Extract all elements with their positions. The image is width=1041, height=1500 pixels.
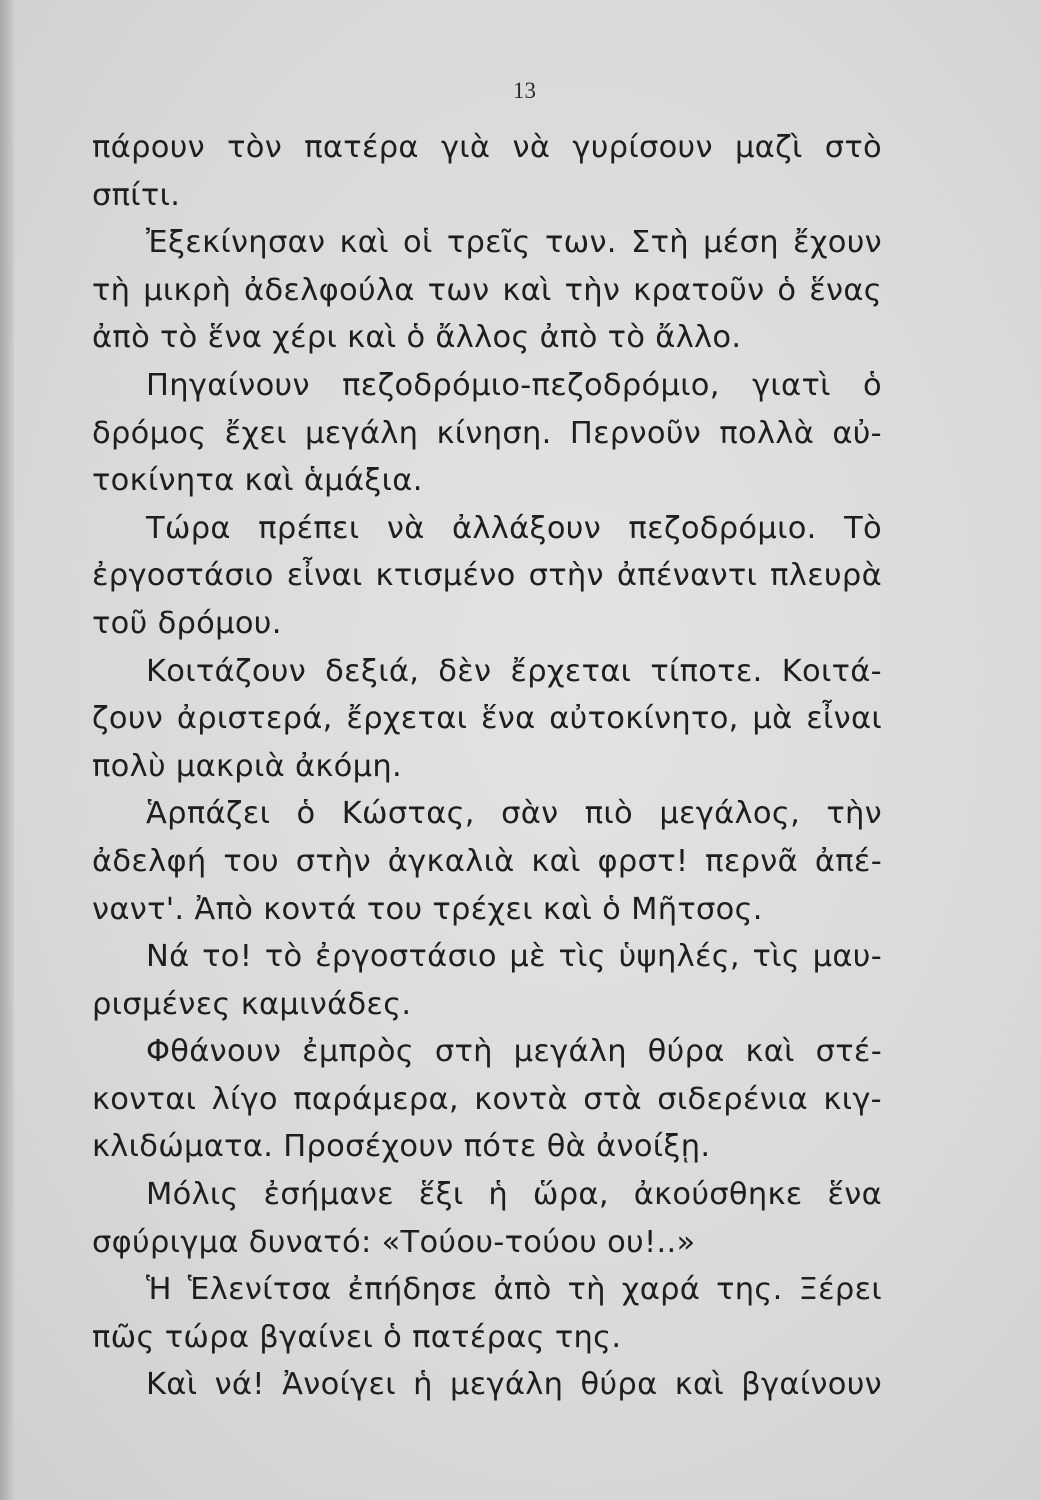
text-line: πῶς τώρα βγαίνει ὁ πατέρας της. <box>92 1319 622 1355</box>
text-line: ἀπὸ τὸ ἕνα χέρι καὶ ὁ ἄλλος ἀπὸ τὸ ἄλλο. <box>92 320 742 356</box>
page-binding-edge <box>0 0 14 1500</box>
text-line: Ἡ Ἑλενίτσα ἐπήδησε ἀπὸ τὴ χαρά της. Ξέρει <box>146 1272 882 1308</box>
text-line: τοῦ δρόμου. <box>92 605 282 641</box>
text-line: ρισμένες καμινάδες. <box>92 986 412 1022</box>
text-line: Ἁρπάζει ὁ Κώστας, σὰν πιὸ μεγάλος, τὴν <box>146 796 882 832</box>
text-line: ζουν ἀριστερά, ἔρχεται ἕνα αὐτοκίνητο, μὰ εἶναι <box>92 701 882 737</box>
text-line: πολὺ μακριὰ ἀκόμη. <box>92 748 402 784</box>
text-line: κλιδώματα. Προσέχουν πότε θὰ ἀνοίξῃ. <box>92 1129 711 1165</box>
text-line: σπίτι. <box>92 177 181 213</box>
page-number: 13 <box>513 78 536 103</box>
text-line: Μόλις ἐσήμανε ἕξι ἡ ὥρα, ἀκούσθηκε ἕνα <box>146 1177 882 1213</box>
text-line: Φθάνουν ἐμπρὸς στὴ μεγάλη θύρα καὶ στέ- <box>146 1034 882 1070</box>
text-line: δρόμος ἔχει μεγάλη κίνηση. Περνοῦν πολλὰ αὐ- <box>92 415 882 451</box>
text-line: ναντ'. Ἀπὸ κοντά του τρέχει καὶ ὁ Μῆτσος. <box>92 891 763 927</box>
text-line: κονται λίγο παράμερα, κοντὰ στὰ σιδερένια κιγ- <box>92 1081 882 1117</box>
text-line: τὴ μικρὴ ἀδελφούλα των καὶ τὴν κρατοῦν ὁ ἕνας <box>92 272 882 308</box>
text-line: Ἐξεκίνησαν καὶ οἱ τρεῖς των. Στὴ μέση ἔχουν <box>146 225 882 261</box>
text-line: πάρουν τὸν πατέρα γιὰ νὰ γυρίσουν μαζὶ στὸ <box>92 130 882 165</box>
text-line: Τώρα πρέπει νὰ ἀλλάξουν πεζοδρόμιο. Τὸ <box>146 510 882 546</box>
text-line: τοκίνητα καὶ ἁμάξια. <box>92 463 423 499</box>
text-line: Πηγαίνουν πεζοδρόμιο-πεζοδρόμιο, γιατὶ ὁ <box>146 367 882 403</box>
text-line: ἐργοστάσιο εἶναι κτισμένο στὴν ἀπέναντι πλευρὰ <box>92 558 882 594</box>
text-line: Καὶ νά! Ἀνοίγει ἡ μεγάλη θύρα καὶ βγαίνουν <box>146 1367 882 1403</box>
body-text <box>92 124 882 1409</box>
text-line: Κοιτάζουν δεξιά, δὲν ἔρχεται τίποτε. Κοιτά- <box>146 653 882 689</box>
text-line: Νά το! τὸ ἐργοστάσιο μὲ τὶς ὑψηλές, τὶς μαυ- <box>146 939 882 975</box>
text-line: σφύριγμα δυνατό: «Τούου-τούου ου!..» <box>92 1224 696 1260</box>
text-line: ἀδελφή του στὴν ἀγκαλιὰ καὶ φρστ! περνᾶ ἀπέ- <box>92 843 882 879</box>
